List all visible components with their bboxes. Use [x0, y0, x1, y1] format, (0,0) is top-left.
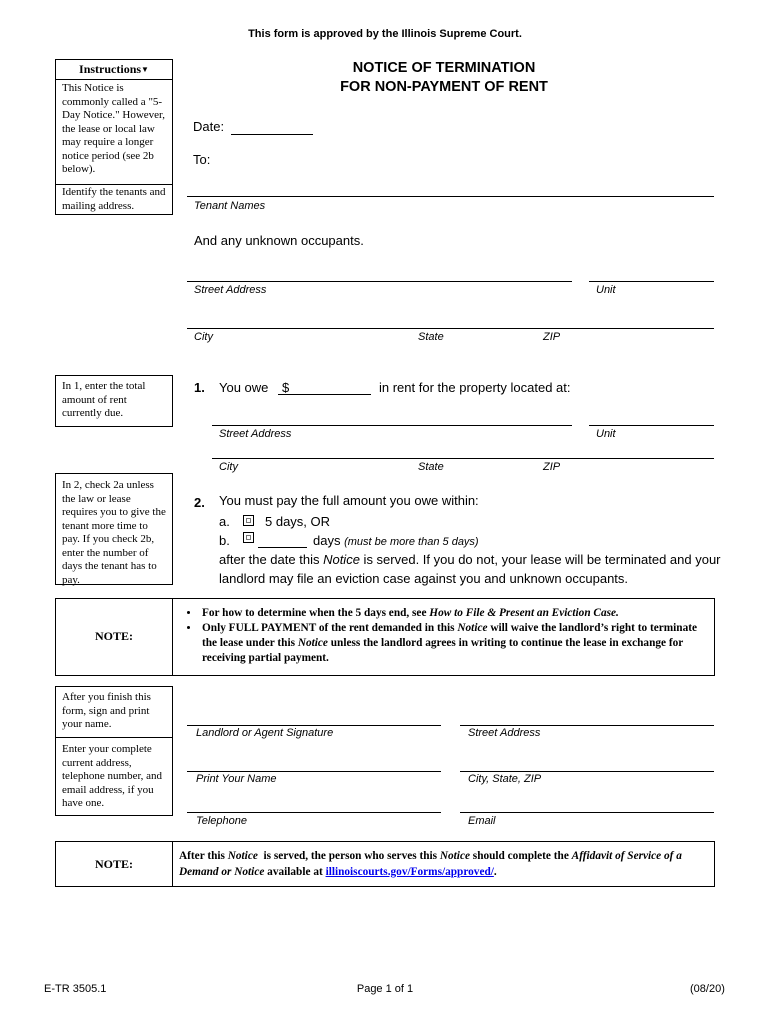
- item2-intro: You must pay the full amount you owe within:: [219, 493, 479, 508]
- note-box-1: [55, 598, 715, 676]
- note2-mid: is served, the person who serves this: [257, 850, 440, 862]
- tenant-city-label: City: [194, 331, 213, 343]
- option-b-days-label: days: [313, 533, 341, 548]
- note2-mid2: should complete the: [469, 850, 572, 862]
- note2-notice1: Notice: [227, 850, 258, 862]
- option-b-checkbox[interactable]: [243, 532, 254, 543]
- tenant-names-label: Tenant Names: [194, 200, 266, 212]
- dollar-sign: $: [282, 380, 290, 395]
- option-a-text: 5 days, OR: [265, 514, 331, 529]
- note2-notice2: Notice: [439, 850, 470, 862]
- city-state-zip-field[interactable]: [460, 771, 714, 772]
- date-field[interactable]: [231, 120, 313, 135]
- note1-b2-italic: Notice: [457, 622, 488, 634]
- note1-bullet2: [200, 621, 706, 666]
- tenant-names-field[interactable]: [187, 196, 714, 197]
- date-label: Date:: [193, 119, 225, 134]
- consequence-line1: [219, 552, 721, 567]
- contact-instruction: Enter your complete current address, telephone number, and email address, if you have one.: [62, 743, 163, 809]
- instructions-heading-label: Instructions: [79, 62, 142, 76]
- tenant-street-field[interactable]: [187, 281, 572, 282]
- note1-b2-italic2: Notice: [297, 637, 328, 649]
- telephone-label: Telephone: [196, 815, 247, 827]
- unknown-occupants-text: And any unknown occupants.: [194, 233, 364, 248]
- note2-label: NOTE:: [94, 857, 133, 871]
- landlord-street-field[interactable]: [460, 725, 714, 726]
- tenant-city-field[interactable]: [187, 328, 714, 329]
- rent-amount-field[interactable]: [278, 380, 371, 395]
- telephone-field[interactable]: [187, 812, 441, 813]
- revision-date: (08/20): [690, 983, 725, 995]
- note1-b1-pre: For how to determine when the 5 days end, see: [202, 607, 430, 619]
- days-field[interactable]: [258, 533, 307, 548]
- note2-post: available at: [264, 866, 326, 878]
- property-street-label: Street Address: [219, 428, 292, 440]
- note1-b2-pre: Only FULL PAYMENT of the rent demanded in this: [202, 622, 458, 634]
- item1-you-owe: You owe: [219, 380, 269, 395]
- divider: [56, 184, 172, 185]
- form-id: E-TR 3505.1: [44, 983, 107, 995]
- instructions-panel: [55, 59, 173, 215]
- item1-instruction: In 1, enter the total amount of rent currently due.: [62, 380, 146, 419]
- tenant-instruction: Identify the tenants and mailing address.: [62, 186, 166, 212]
- consequence-notice: Notice: [323, 552, 360, 567]
- property-unit-label: Unit: [596, 428, 616, 440]
- option-b-days: [313, 533, 479, 548]
- property-city-field[interactable]: [212, 458, 714, 459]
- tenant-state-label: State: [418, 331, 444, 343]
- note-box-2: [55, 841, 715, 887]
- tenant-street-label: Street Address: [194, 284, 267, 296]
- item2-instruction: In 2, check 2a unless the law or lease requires you to give the tenant more time to pay. If you check 2b, enter the number of days the tenant has to pay.: [62, 479, 166, 586]
- note1-b2-post: unless the landlord agrees in writing to continue the lease in exchange for receiving partial payment.: [202, 637, 684, 664]
- form-title-line1: NOTICE OF TERMINATION: [352, 60, 536, 76]
- landlord-signature-field[interactable]: [187, 725, 441, 726]
- property-unit-field[interactable]: [589, 425, 714, 426]
- caret-down-icon: ▼: [141, 65, 149, 74]
- item2-instruction-box: [55, 473, 173, 585]
- print-name-field[interactable]: [187, 771, 441, 772]
- landlord-street-label: Street Address: [468, 727, 541, 739]
- tenant-unit-field[interactable]: [589, 281, 714, 282]
- note2-text: [179, 848, 709, 880]
- item1-rest: in rent for the property located at:: [379, 380, 571, 395]
- tenant-unit-label: Unit: [596, 284, 616, 296]
- note2-end: .: [493, 866, 497, 878]
- page-number: Page 1 of 1: [356, 983, 414, 995]
- sign-instruction: After you finish this form, sign and print your name.: [62, 691, 151, 730]
- form-title: [180, 59, 708, 97]
- forms-link[interactable]: illinoiscourts.gov/Forms/approved/: [325, 866, 494, 878]
- consequence-post: is served. If you do not, your lease will be terminated and your: [359, 552, 721, 567]
- option-b-note: (must be more than 5 days): [344, 536, 479, 548]
- item2-number: 2.: [194, 495, 205, 510]
- consequence-line2: landlord may file an eviction case against you and unknown occupants.: [219, 571, 629, 586]
- property-state-label: State: [418, 461, 444, 473]
- city-state-zip-label: City, State, ZIP: [468, 773, 542, 785]
- email-label: Email: [468, 815, 496, 827]
- divider: [56, 737, 172, 738]
- approval-header: This form is approved by the Illinois Supreme Court.: [248, 28, 522, 40]
- form-title-line2: FOR NON-PAYMENT OF RENT: [340, 79, 548, 95]
- note1-list: [176, 606, 706, 666]
- print-name-label: Print Your Name: [196, 773, 277, 785]
- instructions-heading[interactable]: [56, 60, 172, 80]
- note1-label: NOTE:: [94, 629, 133, 643]
- property-zip-label: ZIP: [543, 461, 561, 473]
- item1-number: 1.: [194, 380, 205, 395]
- to-label: To:: [193, 152, 211, 167]
- consequence-pre: after the date this: [219, 552, 324, 567]
- note2-pre: After this: [179, 850, 228, 862]
- note2-affidavit: Affidavit of Service of a Demand or Notice: [179, 850, 682, 878]
- note2-label-cell: [56, 842, 173, 886]
- notice-instruction: This Notice is commonly called a "5-Day Notice." However, the lease or local law may require a longer notice period (see 2b below).: [62, 82, 166, 175]
- property-street-field[interactable]: [212, 425, 572, 426]
- note1-label-cell: [56, 599, 173, 675]
- property-city-label: City: [219, 461, 238, 473]
- email-field[interactable]: [460, 812, 714, 813]
- signature-instruction-box: [55, 686, 173, 816]
- option-a-checkbox[interactable]: [243, 515, 254, 526]
- note1-b2-mid: will waive the landlord’s right to terminate the lease under this: [202, 622, 697, 649]
- option-b-label: b.: [219, 533, 230, 548]
- option-a-label: a.: [219, 514, 230, 529]
- note1-bullet1: [200, 606, 706, 621]
- item1-instruction-box: [55, 375, 173, 427]
- landlord-signature-label: Landlord or Agent Signature: [196, 727, 334, 739]
- tenant-zip-label: ZIP: [543, 331, 561, 343]
- note1-b1-italic: How to File & Present an Eviction Case.: [429, 607, 619, 619]
